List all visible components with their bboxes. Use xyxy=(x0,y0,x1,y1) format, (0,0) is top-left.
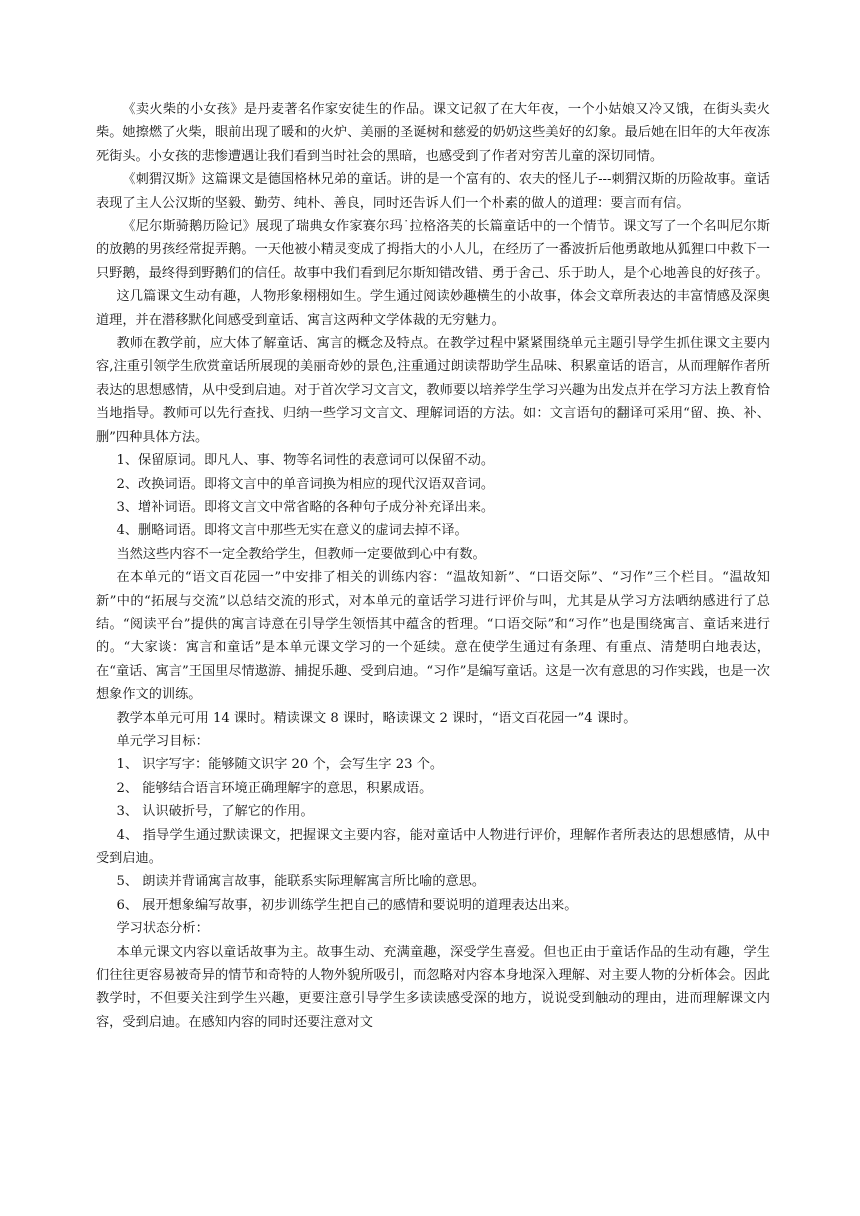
document-page xyxy=(96,98,770,1034)
paragraph-match-girl: 《卖火柴的小女孩》是丹麦著名作家安徒生的作品。课文记叙了在大年夜，一个小姑娘又冷又饿，在街头卖火柴。她擦燃了火柴，眼前出现了暖和的火炉、美丽的圣诞树和慈爱的奶奶这些美好的幻象。最后她在旧年的大年夜冻死街头。小女孩的悲惨遭遇让我们看到当时社会的黑暗，也感受到了作者对穷苦儿童的深切同情。 xyxy=(96,102,770,164)
paragraph-learning-status: 本单元课文内容以童话故事为主。故事生动、充满童趣，深受学生喜爱。但也正由于童话作品的生动有趣，学生们往往更容易被奇异的情节和奇特的人物外貌所吸引，而忽略对内容本身地深入理解、对主要人物的分析体会。因此教学时，不但要关注到学生兴趣，更要注意引导学生多读读感受深的地方，说说受到触动的理由，进而理解课文内容，受到启迪。在感知内容的同时还要注意对文 xyxy=(96,944,770,1030)
paragraph-hans-hedgehog: 《刺猬汉斯》这篇课文是德国格林兄弟的童话。讲的是一个富有的、农夫的怪儿子---刺猬汉斯的历险故事。童话表现了主人公汉斯的坚毅、勤劳、纯朴、善良，同时还告诉人们一个朴素的做人的道理：要言而有信。 xyxy=(96,172,770,211)
method-item-supplement: 3、增补词语。即将文言文中常省略的各种句子成分补充译出来。 xyxy=(116,499,495,515)
goal-item-4: 4、 指导学生通过默读课文，把握课文主要内容，能对童话中人物进行评价，理解作者所表达的思想感情，从中受到启迪。 xyxy=(96,827,770,866)
goal-item-1: 1、 识字写字：能够随文识字 20 个，会写生字 23 个。 xyxy=(116,757,444,773)
paragraph-teaching-guidance: 教师在教学前，应大体了解童话、寓言的概念及特点。在教学过程中紧紧围绕单元主题引导学生抓住课文主要内容,注重引领学生欣赏童话所展现的美丽奇妙的景色,注重通过朗读帮助学生品味、积累童话的语言，从而理解作者所表达的思想感情，从中受到启迪。对于首次学习文言文，教师要以培养学生学习兴趣为出发点并在学习方法上教育恰当地指导。教师可以先行查找、归纳一些学习文言文、理解词语的方法。如：文言语句的翻译可采用“留、换、补、删”四种具体方法。 xyxy=(96,336,770,445)
paragraph-class-hours: 教学本单元可用 14 课时。精读课文 8 课时，略读课文 2 课时，“语文百花园一”4 课时。 xyxy=(116,710,637,726)
paragraph-nils-goose: 《尼尔斯骑鹅历险记》展现了瑞典女作家赛尔玛˙拉格洛芙的长篇童话中的一个情节。课文写了一个名叫尼尔斯的放鹅的男孩经常捉弄鹅。一天他被小精灵变成了拇指大的小人儿，在经历了一番波折后他勇敢地从狐狸口中救下一只野鹅，最终得到野鹅们的信任。故事中我们看到尼尔斯知错改错、勇于舍己、乐于助人，是个心地善良的好孩子。 xyxy=(96,219,770,281)
goal-item-3: 3、 认识破折号，了解它的作用。 xyxy=(116,804,314,820)
heading-learning-status: 学习状态分析： xyxy=(116,921,209,937)
method-item-replace: 2、改换词语。即将文言中的单音词换为相应的现代汉语双音词。 xyxy=(116,476,495,492)
paragraph-teacher-note: 当然这些内容不一定全教给学生，但教师一定要做到心中有数。 xyxy=(116,546,486,562)
method-item-delete: 4、删略词语。即将文言中那些无实在意义的虚词去掉不译。 xyxy=(116,523,468,539)
method-item-keep: 1、保留原词。即凡人、事、物等名词性的表意词可以保留不动。 xyxy=(116,453,495,469)
heading-unit-goals: 单元学习目标： xyxy=(116,733,209,749)
paragraph-garden-one: 在本单元的“语文百花园一”中安排了相关的训练内容：“温故知新”、“口语交际”、“习作”三个栏目。“温故知新”中的“拓展与交流”以总结交流的形式，对本单元的童话学习进行评价与叫，尤其是从学习方法哂纳感进行了总结。“阅读平台”提供的寓言诗意在引导学生领悟其中蕴含的哲理。“口语交际”和“习作”也是围绕寓言、童话来进行的。“大家谈：寓言和童话”是本单元课文学习的一个延续。意在使学生通过有条理、有重点、清楚明白地表达，在“童话、寓言”王国里尽情遨游、捕捉乐趣、受到启迪。“习作”是编写童话。这是一次有意思的习作实践，也是一次想象作文的训练。 xyxy=(96,570,770,703)
goal-item-6: 6、 展开想象编写故事，初步训练学生把自己的感情和要说明的道理表达出来。 xyxy=(116,897,578,913)
goal-item-5: 5、 朗读并背诵寓言故事，能联系实际理解寓言所比喻的意思。 xyxy=(116,874,486,890)
goal-item-2: 2、 能够结合语言环境正确理解字的意思，积累成语。 xyxy=(116,780,433,796)
paragraph-summary: 这几篇课文生动有趣，人物形象栩栩如生。学生通过阅读妙趣横生的小故事，体会文章所表达的丰富情感及深奥道理，并在潜移默化间感受到童话、寓言这两种文学体裁的无穷魅力。 xyxy=(96,289,770,328)
